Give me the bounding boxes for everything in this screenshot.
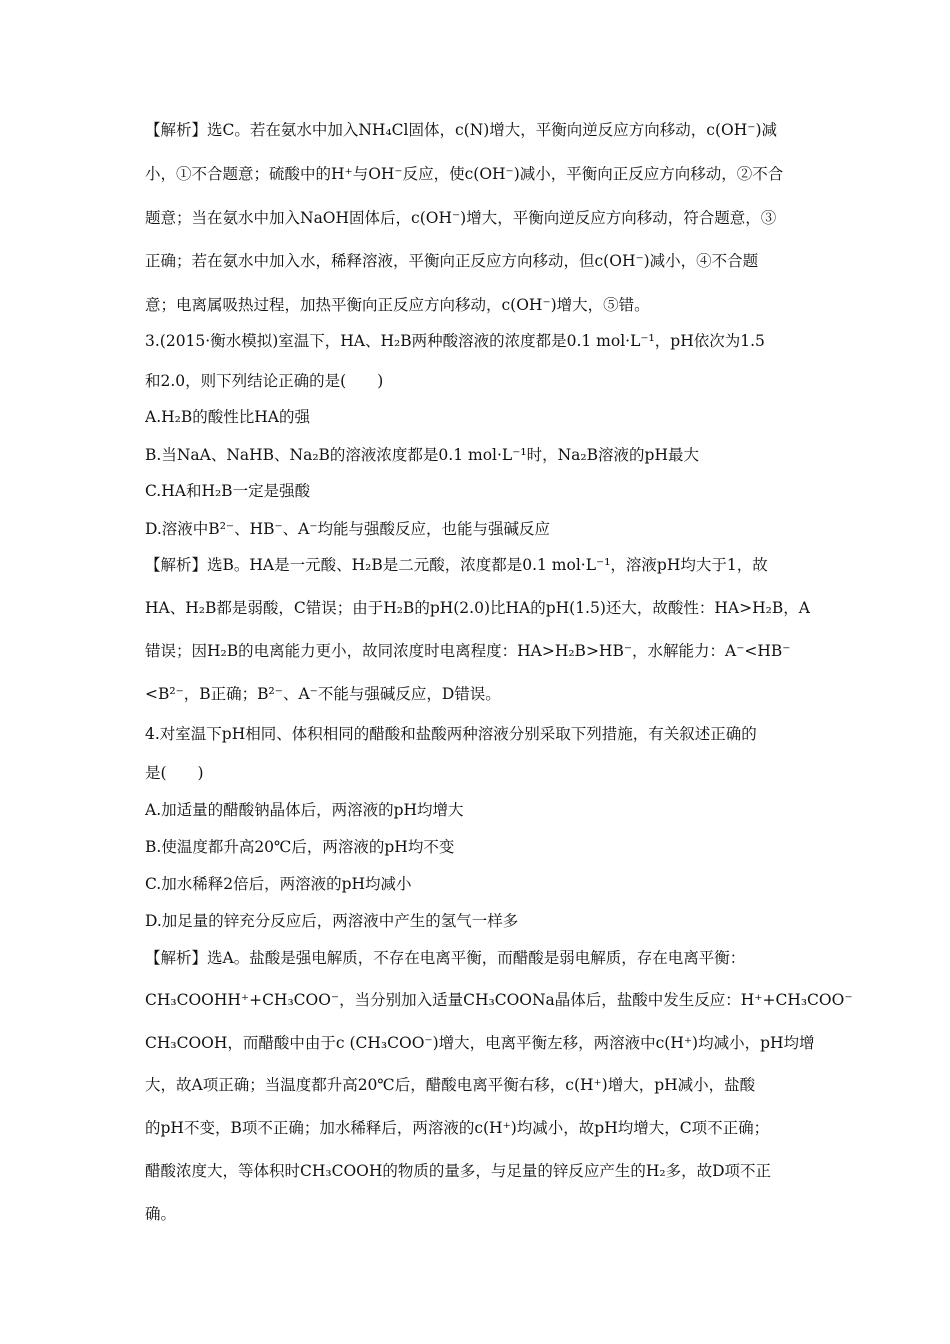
q3-analysis-line: <B²⁻，B正确；B²⁻、A⁻不能与强碱反应，D错误。 bbox=[145, 685, 501, 703]
q4-option-b: B.使温度都升高20℃后，两溶液的pH均不变 bbox=[145, 838, 455, 856]
q3-analysis-line: HA、H₂B都是弱酸，C错误；由于H₂B的pH(2.0)比HA的pH(1.5)还大，故酸性：HA>H₂B，A bbox=[145, 599, 810, 617]
q3-stem-line: 和2.0，则下列结论正确的是( ) bbox=[145, 372, 384, 390]
q3-option-d: D.溶液中B²⁻、HB⁻、A⁻均能与强酸反应，也能与强碱反应 bbox=[145, 520, 551, 538]
q3-analysis-line: 【解析】选B。HA是一元酸、H₂B是二元酸，浓度都是0.1 mol·L⁻¹，溶液pH均大于1，故 bbox=[145, 556, 768, 574]
q4-analysis-line: 确。 bbox=[145, 1205, 177, 1223]
q4-option-a: A.加适量的醋酸钠晶体后，两溶液的pH均增大 bbox=[145, 801, 464, 819]
q2-analysis-line: 小，①不合题意；硫酸中的H⁺与OH⁻反应，使c(OH⁻)减小，平衡向正反应方向移动，②不合 bbox=[145, 165, 784, 183]
q4-analysis-line: 醋酸浓度大，等体积时CH₃COOH的物质的量多，与足量的锌反应产生的H₂多，故D项不正 bbox=[145, 1162, 772, 1180]
q4-stem-line: 4.对室温下pH相同、体积相同的醋酸和盐酸两种溶液分别采取下列措施，有关叙述正确的 bbox=[145, 725, 757, 743]
q4-analysis-line: 【解析】选A。盐酸是强电解质，不存在电离平衡，而醋酸是弱电解质，存在电离平衡： bbox=[145, 949, 746, 967]
q2-analysis-line: 题意；当在氨水中加入NaOH固体后，c(OH⁻)增大，平衡向逆反应方向移动，符合题意，③ bbox=[145, 209, 777, 227]
q3-option-c: C.HA和H₂B一定是强酸 bbox=[145, 482, 311, 500]
q4-analysis-line: CH₃COOHH⁺+CH₃COO⁻，当分别加入适量CH₃COONa晶体后，盐酸中发生反应：H⁺+CH₃COO⁻ bbox=[145, 991, 853, 1009]
q2-analysis-line: 意；电离属吸热过程，加热平衡向正反应方向移动，c(OH⁻)增大，⑤错。 bbox=[145, 296, 650, 314]
q3-option-b: B.当NaA、NaHB、Na₂B的溶液浓度都是0.1 mol·L⁻¹时，Na₂B溶液的pH最大 bbox=[145, 446, 699, 464]
q4-option-d: D.加足量的锌充分反应后，两溶液中产生的氢气一样多 bbox=[145, 912, 519, 930]
q3-analysis-line: 错误；因H₂B的电离能力更小，故同浓度时电离程度：HA>H₂B>HB⁻，水解能力：A⁻<HB⁻ bbox=[145, 642, 791, 660]
q4-option-c: C.加水稀释2倍后，两溶液的pH均减小 bbox=[145, 875, 412, 893]
q4-stem-line: 是( ) bbox=[145, 764, 204, 782]
q4-analysis-line: 的pH不变，B项不正确；加水稀释后，两溶液的c(H⁺)均减小，故pH均增大，C项不正确； bbox=[145, 1119, 770, 1137]
q4-analysis-line: CH₃COOH，而醋酸中由于c (CH₃COO⁻)增大，电离平衡左移，两溶液中c(H⁺)均减小，pH均增 bbox=[145, 1034, 815, 1052]
q2-analysis-line: 【解析】选C。若在氨水中加入NH₄Cl固体，c(N)增大，平衡向逆反应方向移动，c(OH⁻)减 bbox=[145, 121, 777, 139]
q2-analysis-line: 正确；若在氨水中加入水，稀释溶液，平衡向正反应方向移动，但c(OH⁻)减小，④不合题 bbox=[145, 252, 759, 270]
q4-analysis-line: 大，故A项正确；当温度都升高20℃后，醋酸电离平衡右移，c(H⁺)增大，pH减小，盐酸 bbox=[145, 1076, 756, 1094]
q3-stem-line: 3.(2015·衡水模拟)室温下，HA、H₂B两种酸溶液的浓度都是0.1 mol·L⁻¹，pH依次为1.5 bbox=[145, 332, 765, 350]
q3-option-a: A.H₂B的酸性比HA的强 bbox=[145, 408, 310, 426]
